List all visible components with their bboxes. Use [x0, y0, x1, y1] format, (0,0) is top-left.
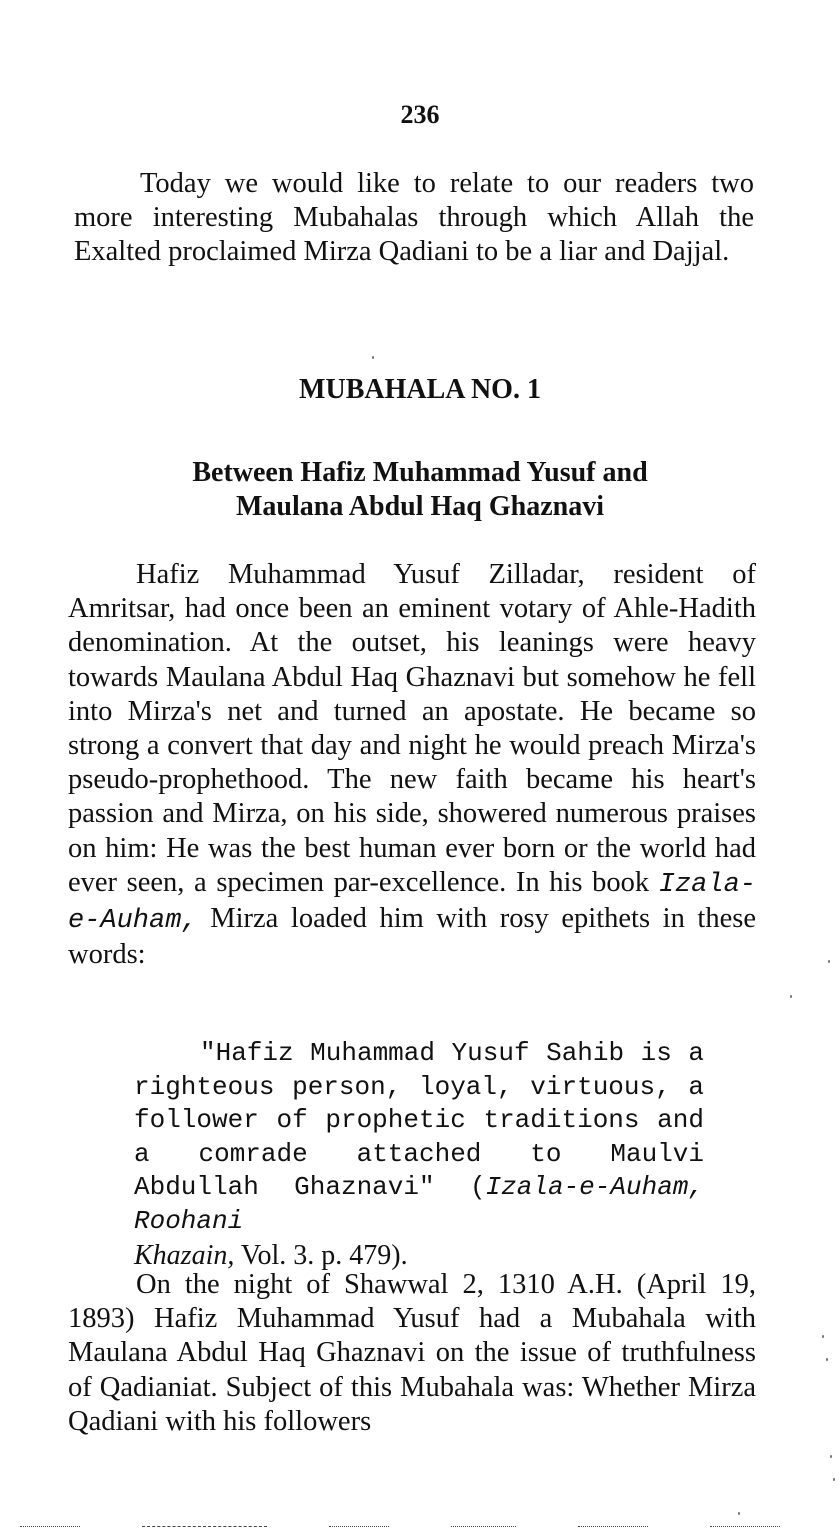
section-heading: MUBAHALA NO. 1	[299, 374, 541, 405]
scan-speck	[822, 1335, 824, 1338]
scan-speck	[826, 1358, 828, 1361]
body1-text-b: Mirza loaded him with rosy epithets in these words:	[68, 903, 756, 971]
block-quote	[134, 1037, 704, 1274]
page-number: 236	[400, 100, 440, 129]
quote-citation-ref: Vol. 3. p. 479).	[234, 1239, 408, 1271]
scan-speck	[790, 995, 792, 998]
subheading-line-1: Between Hafiz Muhammad Yusuf and	[192, 457, 648, 488]
intro-paragraph: Today we would like to relate to our readers two more interesting Mubahalas through which Allah the Exalted proclaimed Mirza Qadiani to be a liar and Dajjal.	[74, 168, 754, 268]
scan-speck	[372, 356, 374, 359]
scan-edge-dashes	[20, 1524, 780, 1528]
scan-dash	[142, 1526, 267, 1527]
scan-speck	[738, 1512, 740, 1515]
scan-speck	[830, 1455, 832, 1458]
scan-dash	[329, 1526, 389, 1527]
body1-text-a: Hafiz Muhammad Yusuf Zilladar, resident of Amritsar, had once been an eminent votary of Ahle-Hadith denomination. At the outset, his leanings were heavy towards Maulana Abdul Haq Ghaznavi but somehow he fell into Mirza's net and turned an apostate. He became so strong a convert that day and night he would preach Mirza's pseudo-prophethood. The new faith became his heart's passion and Mirza, on his side, showered numerous praises on him: He was the best human ever born or the world had ever seen, a specimen par-excellence. In his book	[68, 559, 756, 898]
scan-dash	[20, 1526, 80, 1527]
quote-text: "Hafiz Muhammad Yusuf Sahib is a righteous person, loyal, virtuous, a follower of prophetic traditions and a comrade attached to Maulvi Abdullah Ghaznavi" (	[134, 1038, 704, 1203]
book-title: Izala-e-Auham,	[68, 869, 756, 937]
scan-dash	[578, 1526, 648, 1527]
body-paragraph-2: On the night of Shawwal 2, 1310 A.H. (April 19, 1893) Hafiz Muhammad Yusuf had a Mubahala with Maulana Abdul Haq Ghaznavi on the issue of truthfulness of Qadianiat. Subject of this Mubahala was: Whether Mirza Qadiani with his followers	[68, 1269, 756, 1437]
body-paragraph-1	[68, 558, 756, 972]
scan-speck	[833, 1478, 835, 1481]
quote-citation-book: Izala-e-Auham, Roohani	[134, 1172, 704, 1236]
scan-speck	[828, 960, 830, 963]
scan-dash	[710, 1526, 780, 1527]
subheading	[0, 456, 840, 524]
quote-citation-series: Khazain,	[134, 1239, 235, 1271]
scan-dash	[451, 1526, 516, 1527]
subheading-line-2: Maulana Abdul Haq Ghaznavi	[235, 491, 604, 522]
